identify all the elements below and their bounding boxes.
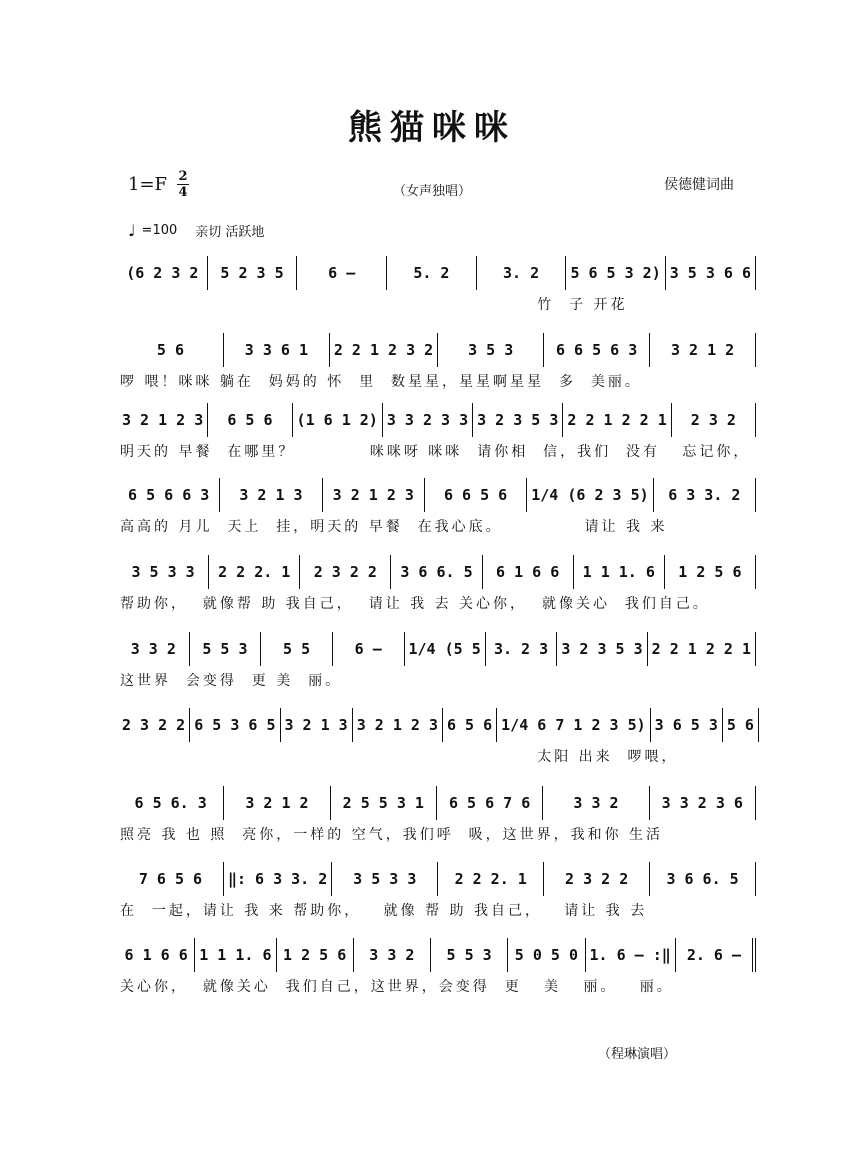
notation-system [118,708,756,770]
measure: 2 5 5 3 1 [331,786,437,820]
measure: 3 3 2 3 6 [650,786,756,820]
measure: 3 3 6 1 [224,333,330,367]
measure: 1/4 (5 5 [405,632,486,666]
lyrics-line: 高高的 月儿 天上 挂，明天的 早餐 在我心底。 请让 我 来 [120,519,668,535]
lyrics-line: 明天的 早餐 在哪里？ 咪咪呀 咪咪 请你相 信，我们 没有 忘记你， [120,444,751,460]
measure: 2 2 2. 1 [209,555,300,589]
lyrics-line: 帮助你， 就像帮 助 我自己， 请让 我 去 关心你， 就像关心 我们自己。 [120,596,710,612]
measure: (1 6 1 2) [293,403,383,437]
staff-line [118,786,756,820]
measure: 2 2 1 2 3 2 [330,333,438,367]
measure: 1 2 5 6 [665,555,756,589]
measure: 5 5 3 [431,938,508,972]
staff-line [118,708,756,742]
measure: 1 1 1. 6 [195,938,276,972]
measure: 3. 2 [477,256,567,290]
measure: 3 5 3 [438,333,544,367]
notation-system [118,786,756,848]
staff-line [118,862,756,896]
measure: 3 2 1 2 3 [323,478,425,512]
measure: 5 5 [261,632,333,666]
measure: 3 2 1 2 3 [118,403,208,437]
measure: 1 2 5 6 [277,938,354,972]
notation-system [118,256,756,318]
measure: 3 5 3 3 [118,555,209,589]
time-denominator: 4 [178,185,188,200]
tempo-value: =100 [141,223,178,238]
measure: 6 – [333,632,405,666]
measure: 3 2 3 5 3 [557,632,647,666]
measure: 6 – [297,256,387,290]
measure: 6 6 5 6 [425,478,527,512]
measure: 3 5 3 3 [332,862,438,896]
measure: 7 6 5 6 [118,862,224,896]
measure: 3 2 1 3 [220,478,322,512]
measure: 3 2 1 2 3 [353,708,443,742]
measure: 6 5 6 [208,403,292,437]
measure: 3 2 1 2 [224,786,330,820]
measure: 6 6 5 6 3 [544,333,650,367]
notation-system [118,333,756,395]
measure: ‖: 6 3 3. 2 [224,862,332,896]
measure: 6 5 6. 3 [118,786,224,820]
time-numerator: 2 [178,169,188,184]
measure: 6 5 3 6 5 [190,708,280,742]
measure: 3 6 6. 5 [391,555,482,589]
measure: 2 3 2 2 [544,862,650,896]
measure: 1. 6 – :‖ [586,938,676,972]
measure: 5. 2 [387,256,477,290]
measure: 2 3 2 2 [118,708,190,742]
measure: 1/4 6 7 1 2 3 5) [497,708,651,742]
expression-marking: 亲切 活跃地 [195,225,265,240]
measure: 1/4 (6 2 3 5) [527,478,653,512]
measure: 5 6 [118,333,224,367]
measure: 3 3 2 [354,938,431,972]
staff-line [118,403,756,437]
lyrics-line: 照亮 我 也 照 亮你，一样的 空气，我们呼 吸，这世界，我和你 生活 [120,827,664,843]
lyrics-line: 这世界 会变得 更 美 丽。 [120,673,343,689]
performance-note: （女声独唱） [392,184,471,199]
staff-line [118,555,756,589]
measure: 5 6 [723,708,759,742]
measure: 6 5 6 7 6 [437,786,543,820]
lyrics-line: 竹 子 开花 [120,297,628,313]
measure: 3 6 5 3 [651,708,723,742]
key-label: 1=F [128,174,168,195]
measure: 2 3 2 [672,403,756,437]
measure: 5 5 3 [190,632,262,666]
measure: 3 3 2 [118,632,190,666]
measure: 3 5 3 6 6 [666,256,756,290]
measure: 3 2 1 2 [650,333,756,367]
performer-credit: （程琳演唱） [598,1047,677,1062]
notation-system [118,938,756,1000]
measure: 3 3 2 3 3 [383,403,473,437]
measure: 6 3 3. 2 [654,478,756,512]
measure: 6 1 6 6 [483,555,574,589]
measure: 2 2 2. 1 [438,862,544,896]
measure: 2 2 1 2 2 1 [563,403,671,437]
quarter-note-icon: ♩ [128,221,136,240]
measure: 1 1 1. 6 [574,555,665,589]
measure: 2 2 1 2 2 1 [648,632,756,666]
page-title: 熊猫咪咪 [348,108,516,148]
staff-line [118,478,756,512]
measure: 5 6 5 3 2) [566,256,665,290]
lyrics-line: 太阳 出来 啰喂， [120,749,679,765]
measure: 2. 6 – [676,938,756,972]
staff-line [118,333,756,367]
notation-system [118,862,756,924]
measure: (6 2 3 2 [118,256,208,290]
staff-line [118,256,756,290]
notation-system [118,478,756,540]
staff-line [118,632,756,666]
notation-system [118,403,756,465]
measure: 6 5 6 [443,708,497,742]
notation-system [118,555,756,617]
measure: 6 5 6 6 3 [118,478,220,512]
lyrics-line: 在 一起，请让 我 来 帮助你， 就像 帮 助 我自己， 请让 我 去 [120,903,648,919]
measure: 3. 2 3 [486,632,558,666]
measure: 6 1 6 6 [118,938,195,972]
measure: 3 6 6. 5 [650,862,756,896]
measure: 3 2 3 5 3 [473,403,563,437]
lyrics-line: 关心你， 就像关心 我们自己，这世界，会变得 更 美 丽。 丽。 [120,979,674,995]
staff-line [118,938,756,972]
measure: 2 3 2 2 [300,555,391,589]
tempo-marking [128,221,264,240]
measure: 3 2 1 3 [281,708,353,742]
measure: 5 2 3 5 [208,256,298,290]
measure: 3 3 2 [543,786,649,820]
notation-system [118,632,756,694]
composer-credit: 侯德健词曲 [664,177,734,193]
lyrics-line: 啰 喂！咪咪 躺在 妈妈的 怀 里 数星星，星星啊星星 多 美丽。 [120,374,642,390]
measure: 5 0 5 0 [508,938,585,972]
